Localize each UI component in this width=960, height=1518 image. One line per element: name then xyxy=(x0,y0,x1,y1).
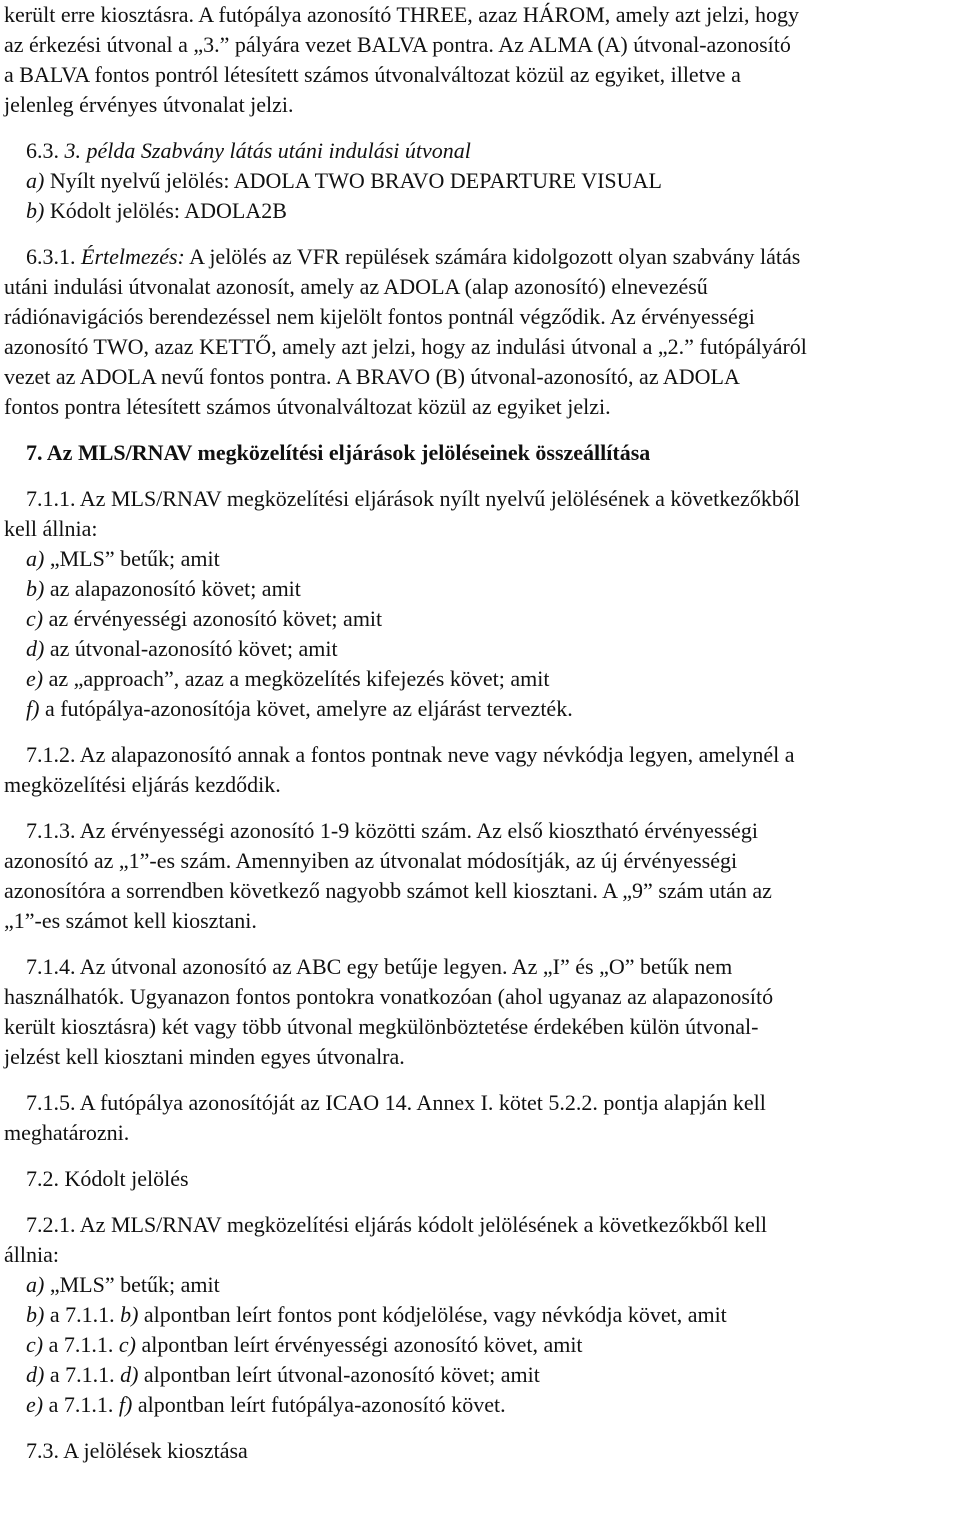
item-text: az alapazonosító követ; amit xyxy=(44,576,301,601)
intro-paragraph xyxy=(4,0,952,120)
item-label: b) xyxy=(26,1302,45,1327)
text-fragment: A jelölés az VFR repülések számára kidolgozott olyan szabvány látás xyxy=(184,244,801,269)
item-label: c) xyxy=(26,606,44,631)
item-text: a 7.1.1. xyxy=(43,1392,119,1417)
example-3-number: 6.3. xyxy=(26,138,65,163)
text-line: 7.1.1. Az MLS/RNAV megközelítési eljárások nyílt nyelvű jelölésének a következőkből xyxy=(26,486,800,511)
text-line: vezet az ADOLA nevű fontos pontra. A BRAVO (B) útvonal-azonosító, az ADOLA xyxy=(4,364,740,389)
list-item xyxy=(26,544,952,574)
text-line: használhatók. Ugyanazon fontos pontokra vonatkozóan (ahol ugyanaz az alapazonosító xyxy=(4,984,774,1009)
item-reference: c) xyxy=(118,1332,136,1357)
item-list xyxy=(4,1270,952,1420)
list-item xyxy=(26,1390,952,1420)
section-7-3-heading: 7.3. A jelölések kiosztása xyxy=(26,1438,248,1463)
paragraph-7-2-1 xyxy=(4,1210,952,1420)
paragraph-7-1-1 xyxy=(4,484,952,724)
text-line: került kiosztásra) két vagy több útvonal megkülönböztetése érdekében külön útvonal- xyxy=(4,1014,759,1039)
text-line: azonosító TWO, azaz KETTŐ, amely azt jelzi, hogy az indulási útvonal a „2.” futópályáról xyxy=(4,334,807,359)
text-line: azonosítóra a sorrendben következő nagyobb számot kell kiosztani. A „9” szám után az xyxy=(4,878,772,903)
item-reference: b) xyxy=(120,1302,139,1327)
item-text: „MLS” betűk; amit xyxy=(44,1272,220,1297)
text-line: fontos pontra létesített számos útvonalváltozat közül az egyiket jelzi. xyxy=(4,394,611,419)
item-text: alpontban leírt érvényességi azonosító követ, amit xyxy=(135,1332,583,1357)
text-line: utáni indulási útvonalat azonosít, amely az ADOLA (alap azonosító) elnevezésű xyxy=(4,274,708,299)
item-text: alpontban leírt fontos pont kódjelölése, vagy névkódja követ, amit xyxy=(138,1302,727,1327)
list-item xyxy=(26,574,952,604)
item-label: e) xyxy=(26,666,44,691)
text-line: 7.2.1. Az MLS/RNAV megközelítési eljárás kódolt jelölésének a következőkből kell xyxy=(26,1212,767,1237)
text-line: 7.1.5. A futópálya azonosítóját az ICAO 14. Annex I. kötet 5.2.2. pontja alapján kell xyxy=(26,1090,766,1115)
text-line: 7.1.2. Az alapazonosító annak a fontos pontnak neve vagy névkódja legyen, amelynél a xyxy=(26,742,795,767)
list-item xyxy=(26,1330,952,1360)
list-item xyxy=(26,1270,952,1300)
item-label: a) xyxy=(26,1272,45,1297)
example-3-title: 3. példa Szabvány látás utáni indulási útvonal xyxy=(64,138,471,163)
item-reference: f) xyxy=(118,1392,133,1417)
item-reference: d) xyxy=(120,1362,139,1387)
paragraph-6-3-1 xyxy=(4,242,952,422)
item-label: e) xyxy=(26,1392,44,1417)
text-line: került erre kiosztásra. A futópálya azonosító THREE, azaz HÁROM, amely azt jelzi, hogy xyxy=(4,2,800,27)
text-line: meghatározni. xyxy=(4,1120,130,1145)
item-list xyxy=(4,544,952,724)
paragraph-7-1-3 xyxy=(4,816,952,936)
item-text: a 7.1.1. xyxy=(44,1302,121,1327)
item-text: alpontban leírt futópálya-azonosító követ. xyxy=(132,1392,506,1417)
item-label: b) xyxy=(26,198,45,223)
text-line xyxy=(4,242,952,272)
list-item xyxy=(26,664,952,694)
list-item xyxy=(26,1300,952,1330)
example-3-title-line xyxy=(26,136,952,166)
text-line: megközelítési eljárás kezdődik. xyxy=(4,772,281,797)
item-label: a) xyxy=(26,546,45,571)
item-text: a 7.1.1. xyxy=(44,1362,121,1387)
text-line: 7.1.4. Az útvonal azonosító az ABC egy betűje legyen. Az „I” és „O” betűk nem xyxy=(26,954,733,979)
example-3-item-b xyxy=(26,196,952,226)
item-text: alpontban leírt útvonal-azonosító követ; amit xyxy=(138,1362,540,1387)
list-item xyxy=(26,604,952,634)
item-label: d) xyxy=(26,1362,45,1387)
item-text: az „approach”, azaz a megközelítés kifejezés követ; amit xyxy=(43,666,550,691)
example-3-item-a xyxy=(26,166,952,196)
item-label: c) xyxy=(26,1332,44,1357)
text-line: azonosító az „1”-es szám. Amennyiben az útvonalat módosítják, az új érvényességi xyxy=(4,848,738,873)
paragraph-7-1-2 xyxy=(4,740,952,800)
item-label: a) xyxy=(26,168,45,193)
paragraph-7-1-4 xyxy=(4,952,952,1072)
text-line: az érkezési útvonal a „3.” pályára vezet BALVA pontra. Az ALMA (A) útvonal-azonosító xyxy=(4,32,791,57)
section-7-2-heading: 7.2. Kódolt jelölés xyxy=(26,1166,189,1191)
item-text: „MLS” betűk; amit xyxy=(44,546,220,571)
item-text: Nyílt nyelvű jelölés: ADOLA TWO BRAVO DEPARTURE VISUAL xyxy=(44,168,662,193)
item-text: Kódolt jelölés: ADOLA2B xyxy=(44,198,287,223)
item-label: d) xyxy=(26,636,45,661)
list-item xyxy=(26,1360,952,1390)
list-item xyxy=(26,694,952,724)
definition-label: Értelmezés: xyxy=(81,244,185,269)
text-line: 7.1.3. Az érvényességi azonosító 1-9 közötti szám. Az első kiosztható érvényességi xyxy=(26,818,758,843)
item-text: az érvényességi azonosító követ; amit xyxy=(43,606,383,631)
paragraph-number: 6.3.1. xyxy=(26,244,81,269)
text-line: a BALVA fontos pontról létesített számos útvonalváltozat közül az egyiket, illetve a xyxy=(4,62,741,87)
list-item xyxy=(26,634,952,664)
text-line: jelzést kell kiosztani minden egyes útvonalra. xyxy=(4,1044,405,1069)
example-3-block xyxy=(4,136,952,226)
item-text: a 7.1.1. xyxy=(43,1332,119,1357)
item-text: az útvonal-azonosító követ; amit xyxy=(44,636,338,661)
paragraph-7-1-5 xyxy=(4,1088,952,1148)
text-line: kell állnia: xyxy=(4,516,98,541)
text-line: állnia: xyxy=(4,1242,59,1267)
item-text: a futópálya-azonosítója követ, amelyre az eljárást tervezték. xyxy=(39,696,573,721)
item-label: f) xyxy=(26,696,40,721)
section-7-heading: 7. Az MLS/RNAV megközelítési eljárások jelöléseinek összeállítása xyxy=(26,440,651,465)
item-label: b) xyxy=(26,576,45,601)
text-line: rádiónavigációs berendezéssel nem kijelölt fontos pontnál végződik. Az érvényességi xyxy=(4,304,755,329)
text-line: jelenleg érvényes útvonalat jelzi. xyxy=(4,92,294,117)
text-line: „1”-es számot kell kiosztani. xyxy=(4,908,257,933)
